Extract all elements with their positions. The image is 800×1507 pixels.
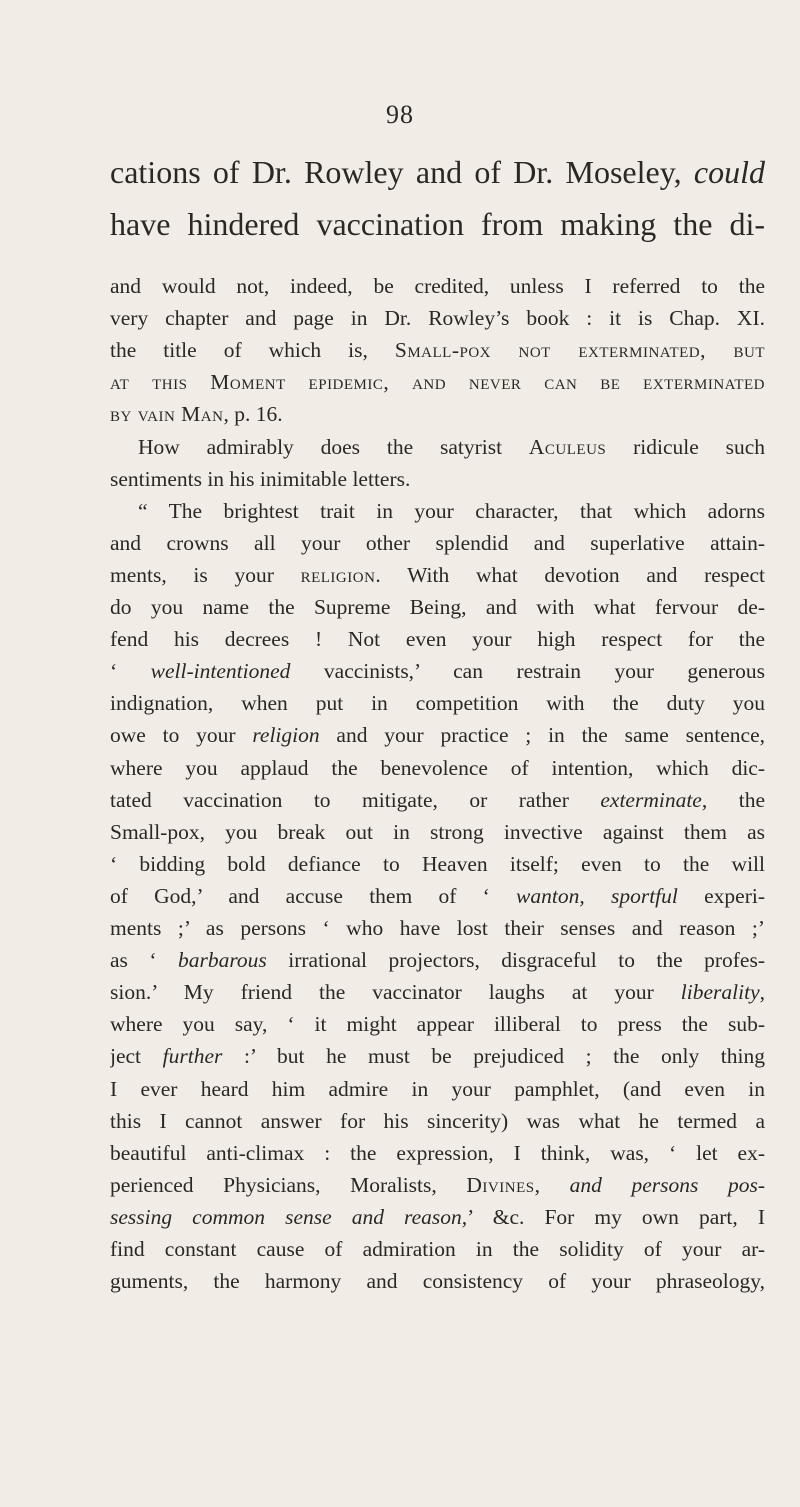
text-line: do you name the Supreme Being, and with what fervour de- xyxy=(110,595,765,619)
text-line: owe to your religion and your practice ; in the same sentence, xyxy=(110,723,765,747)
text-line: of God,’ and accuse them of ‘ wanton, sportful experi- xyxy=(110,884,765,908)
text-line: perienced Physicians, Moralists, Divines, and persons pos- xyxy=(110,1173,765,1197)
text-line: where you say, ‘ it might appear illiberal to press the sub- xyxy=(110,1012,765,1036)
text-line: indignation, when put in competition with the duty you xyxy=(110,691,765,715)
text-line: by vain Man, p. 16. xyxy=(110,402,283,426)
text-line: as ‘ barbarous irrational projectors, disgraceful to the profes- xyxy=(110,948,765,972)
continuation-line: have hindered vaccination from making the di- xyxy=(110,206,765,242)
text-line: How admirably does the satyrist Aculeus ridicule such xyxy=(138,435,765,459)
continuation-line: cations of Dr. Rowley and of Dr. Moseley, could xyxy=(110,154,765,190)
text-line: ‘ well-intentioned vaccinists,’ can restrain your generous xyxy=(110,659,765,683)
text-line: ‘ bidding bold defiance to Heaven itself; even to the will xyxy=(110,852,765,876)
text-line: this I cannot answer for his sincerity) was what he termed a xyxy=(110,1109,765,1133)
text-line: I ever heard him admire in your pamphlet, (and even in xyxy=(110,1077,765,1101)
text-line: ments, is your religion. With what devotion and respect xyxy=(110,563,765,587)
text-line: guments, the harmony and consistency of your phraseology, xyxy=(110,1269,765,1293)
text-line: at this Moment epidemic, and never can be exterminated xyxy=(110,370,765,394)
text-line: where you applaud the benevolence of intention, which dic- xyxy=(110,756,765,780)
text-line: beautiful anti-climax : the expression, I think, was, ‘ let ex- xyxy=(110,1141,765,1165)
text-line: find constant cause of admiration in the solidity of your ar- xyxy=(110,1237,765,1261)
text-line: Small-pox, you break out in strong invective against them as xyxy=(110,820,765,844)
text-line: and would not, indeed, be credited, unless I referred to the xyxy=(110,274,765,298)
text-line: sion.’ My friend the vaccinator laughs at your liberality, xyxy=(110,980,765,1004)
text-line: ject further :’ but he must be prejudiced ; the only thing xyxy=(110,1044,765,1068)
page-number: 98 xyxy=(386,100,414,129)
text-line: “ The brightest trait in your character, that which adorns xyxy=(138,499,765,523)
text-line: sessing common sense and reason,’ &c. For my own part, I xyxy=(110,1205,765,1229)
text-line: and crowns all your other splendid and superlative attain- xyxy=(110,531,765,555)
text-line: fend his decrees ! Not even your high respect for the xyxy=(110,627,765,651)
text-line: ments ;’ as persons ‘ who have lost their senses and reason ;’ xyxy=(110,916,765,940)
text-line: tated vaccination to mitigate, or rather exterminate, the xyxy=(110,788,765,812)
text-line: sentiments in his inimitable letters. xyxy=(110,467,411,491)
text-line: the title of which is, Small-pox not exterminated, but xyxy=(110,338,765,362)
text-line: very chapter and page in Dr. Rowley’s book : it is Chap. XI. xyxy=(110,306,765,330)
